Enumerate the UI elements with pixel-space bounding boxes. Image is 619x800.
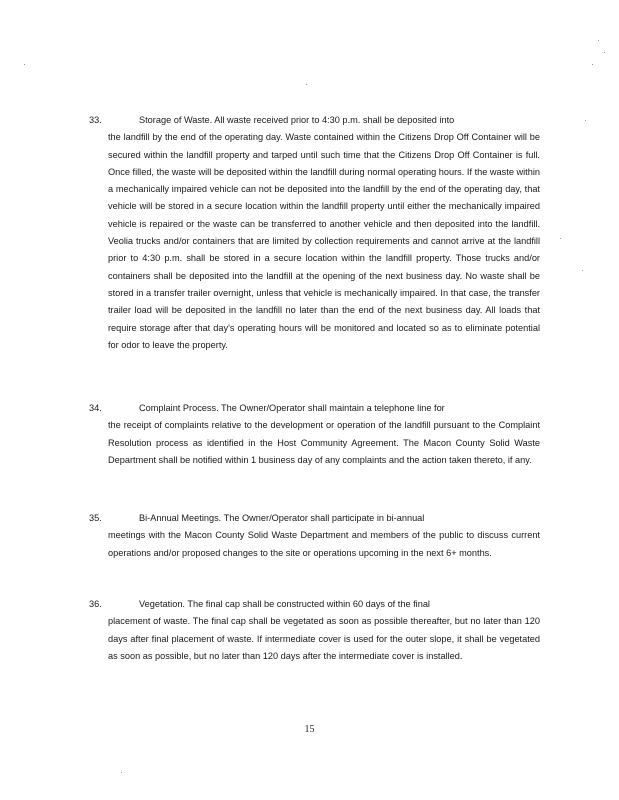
paragraph-34-lead: The Owner/Operator shall maintain a telephone line for	[221, 403, 445, 413]
paragraph-33-number: 33.	[89, 115, 102, 125]
scan-speck	[560, 238, 561, 239]
scan-speck	[592, 64, 593, 65]
paragraph-35-body: meetings with the Macon County Solid Waste Department and members of the public to discuss current operations and/or proposed changes to the site or operations upcoming in the next 6+ months.	[108, 530, 540, 558]
paragraph-34-number: 34.	[89, 403, 102, 413]
paragraph-34-first-line	[89, 400, 540, 417]
paragraph-34-body: the receipt of complaints relative to the development or operation of the landfill pursuant to the Complaint Resolution process as identified in the Host Community Agreement. The Macon County Solid Waste Department shall be notified within 1 business day of any complaints and the action taken thereto, if any.	[108, 420, 540, 465]
scan-speck	[598, 40, 599, 41]
paragraph-35-number: 35.	[89, 513, 102, 523]
paragraph-36-title: Vegetation.	[139, 599, 185, 609]
scan-speck	[604, 52, 605, 53]
paragraph-35-lead: The Owner/Operator shall participate in bi-annual	[223, 513, 425, 523]
scan-speck	[24, 64, 25, 65]
scan-speck	[585, 120, 586, 121]
paragraph-35-title: Bi-Annual Meetings.	[139, 513, 222, 523]
page-number: 15	[304, 724, 315, 735]
scan-speck	[582, 270, 583, 271]
scan-speck	[121, 772, 122, 773]
paragraph-35	[89, 510, 540, 562]
paragraph-33	[89, 112, 540, 354]
scan-speck	[306, 84, 307, 85]
paragraph-36	[89, 596, 540, 665]
paragraph-34	[89, 400, 540, 469]
paragraph-33-lead: All waste received prior to 4:30 p.m. shall be deposited into	[214, 115, 455, 125]
paragraph-33-first-line	[89, 112, 540, 129]
paragraph-35-first-line	[89, 510, 540, 527]
paragraph-36-lead: The final cap shall be constructed within 60 days of the final	[187, 599, 430, 609]
paragraph-34-title: Complaint Process.	[139, 403, 219, 413]
paragraph-36-body: placement of waste. The final cap shall be vegetated as soon as possible thereafter, but no later than 120 days after final placement of waste. If intermediate cover is used for the outer slope, it shall be vegetated as soon as possible, but no later than 120 days after the intermediate cover is installed.	[108, 616, 540, 661]
paragraph-36-first-line	[89, 596, 540, 613]
paragraph-33-title: Storage of Waste.	[139, 115, 213, 125]
paragraph-36-number: 36.	[89, 599, 102, 609]
paragraph-33-body: the landfill by the end of the operating day. Waste contained within the Citizens Drop Off Container will be secured within the landfill property and tarped until such time that the Citizens Drop Off Container is full. Once filled, the waste will be deposited within the landfill during normal operating hours. If the waste within a mechanically impaired vehicle can not be deposited into the landfill by the end of the operating day, that vehicle will be stored in a secure location within the landfill property until either the mechanically impaired vehicle is repaired or the waste can be transferred to another vehicle and then deposited into the landfill. Veolia trucks and/or containers that are limited by collection requirements and cannot arrive at the landfill prior to 4:30 p.m. shall be stored in a secure location within the landfill property. Those trucks and/or containers shall be deposited into the landfill at the opening of the next business day. No waste shall be stored in a transfer trailer overnight, unless that vehicle is mechanically impaired. In that case, the transfer trailer load will be deposited in the landfill no later than the end of the next business day. All loads that require storage after that day's operating hours will be monitored and located so as to eliminate potential for odor to leave the property.	[108, 132, 540, 350]
